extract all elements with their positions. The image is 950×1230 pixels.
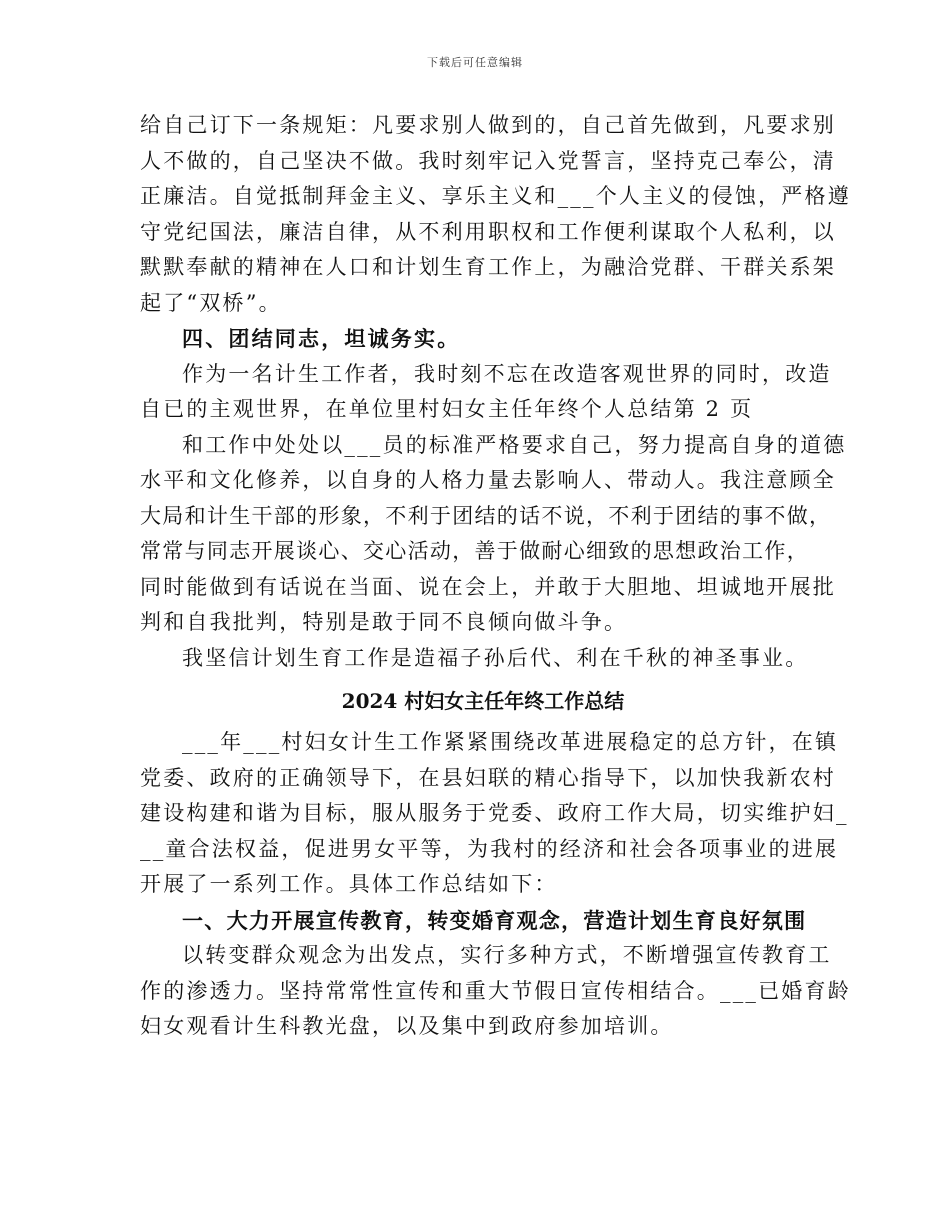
text-line: 以转变群众观念为出发点，实行多种方式，不断增强宣传教育工 [182,943,832,967]
section-heading: 四、团结同志，坦诚务实。 [182,326,461,351]
text-line: 作的渗透力。坚持常常性宣传和重大节假日宣传相结合。___已婚育龄 [140,978,851,1003]
text-line: 常常与同志开展谈心、交心活动，善于做耐心细致的思想政治工作， [140,539,809,563]
text-line: 人不做的，自己坚决不做。我时刻牢记入党誓言，坚持克己奉公，清 [140,148,836,173]
text-line: ___年___村妇女计生工作紧紧围绕改革进展稳定的总方针，在镇 [182,730,839,754]
text-line: 起了“双桥”。 [140,290,282,315]
section-heading: 一、大力开展宣传教育，转变婚育观念，营造计划生育良好氛围 [182,907,807,933]
document-body [140,108,851,1045]
text-line: 妇女观看计生科教光盘，以及集中到政府参加培训。 [140,1014,674,1038]
text-line: 给自己订下一条规矩：凡要求别人做到的，自己首先做到，凡要求别 [140,113,836,137]
page-header-note: 下载后可任意编辑 [427,56,523,69]
text-line: 党委、政府的正确领导下，在县妇联的精心指导下，以加快我新农村 [140,765,836,790]
text-line: 大局和计生干部的形象，不利于团结的话不说，不利于团结的事不做， [140,503,832,528]
text-line: 建设构建和谐为目标，服从服务于党委、政府工作大局，切实维护妇_ [140,801,849,825]
text-line: 正廉洁。自觉抵制拜金主义、享乐主义和___个人主义的侵蚀，严格遵 [140,184,851,208]
text-line: 判和自我批判，特别是敢于同不良倾向做斗争。 [140,610,628,634]
text-line: 作为一名计生工作者，我时刻不忘在改造客观世界的同时，改造 [182,361,832,386]
text-line: 守党纪国法，廉洁自律，从不利用职权和工作便利谋取个人私利，以 [140,219,836,244]
text-line: 我坚信计划生育工作是造福子孙后代、利在千秋的神圣事业。 [182,645,809,670]
text-line: 同时能做到有话说在当面、说在会上，并敢于大胆地、坦诚地开展批 [140,574,836,599]
document-title: 2024 村妇女主任年终工作总结 [341,689,625,713]
text-line: 默默奉献的精神在人口和计划生育工作上，为融洽党群、干群关系架 [140,255,836,279]
text-line: __童合法权益，促进男女平等，为我村的经济和社会各项事业的进展 [140,836,839,861]
text-line: 自已的主观世界，在单位里村妇女主任年终个人总结第 2 页 [140,397,754,421]
text-line: 开展了一系列工作。具体工作总结如下： [140,872,558,896]
text-line: 水平和文化修养，以自身的人格力量去影响人、带动人。我注意顾全 [140,468,836,492]
text-line: 和工作中处处以___员的标准严格要求自己，努力提高自身的道德 [182,432,847,457]
